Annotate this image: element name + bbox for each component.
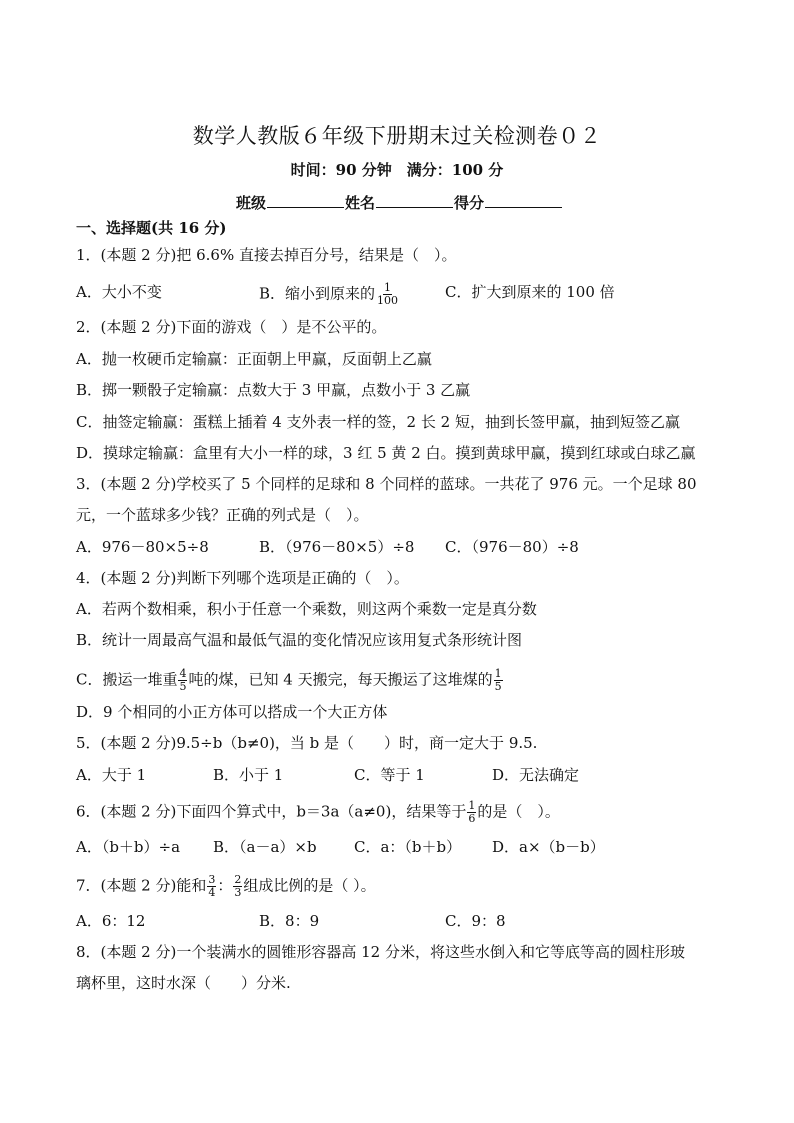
fraction-numerator: 1 <box>494 667 502 680</box>
score-label: 得分 <box>454 194 485 212</box>
name-blank <box>376 192 453 208</box>
question-7-option-b: B．8：9 <box>259 912 320 930</box>
question-6-option-c: C．a：（b＋b） <box>354 838 462 856</box>
question-1-stem: 1．(本题 2 分)把 6.6% 直接去掉百分号，结果是（ ）。 <box>76 246 457 264</box>
question-1-option-b <box>259 282 400 307</box>
question-7-stem-suffix: 组成比例的是（ ）。 <box>243 876 376 895</box>
question-3-option-c: C．（976－80）÷8 <box>445 538 579 556</box>
question-2-option-d: D．摸球定输赢：盒里有大小一样的球，3 红 5 黄 2 白。摸到黄球甲赢，摸到红球或白球乙赢 <box>76 444 696 462</box>
question-8-stem-line2: 璃杯里，这时水深（ ）分米. <box>76 974 291 992</box>
question-5-option-b: B．小于 1 <box>213 766 284 784</box>
fraction-denominator: 4 <box>208 886 216 899</box>
question-4-option-a: A．若两个数相乘，积小于任意一个乘数，则这两个乘数一定是真分数 <box>76 600 537 618</box>
ratio-colon: ： <box>217 876 233 895</box>
time-info: 时间：90 分钟 满分：100 分 <box>290 161 504 179</box>
fraction-denominator: 5 <box>494 680 502 693</box>
question-6-option-a: A．（b＋b）÷a <box>76 838 181 856</box>
fraction-denominator: 100 <box>377 294 399 307</box>
score-blank <box>485 192 562 208</box>
option-b-text: B．缩小到原来的 <box>259 284 376 303</box>
question-1-option-a: A．大小不变 <box>76 283 162 301</box>
question-5-option-d: D．无法确定 <box>492 766 580 784</box>
question-5-option-c: C．等于 1 <box>354 766 425 784</box>
page-title: 数学人教版６年级下册期末过关检测卷０２ <box>192 124 602 148</box>
question-4-option-c <box>76 668 504 693</box>
fraction <box>494 668 503 693</box>
question-2-option-a: A．抛一枚硬币定输赢：正面朝上甲赢，反面朝上乙赢 <box>76 350 432 368</box>
question-2-option-b: B．掷一颗骰子定输赢：点数大于 3 甲赢，点数小于 3 乙赢 <box>76 381 471 399</box>
question-2-option-c: C．抽签定输赢：蛋糕上插着 4 支外表一样的签，2 长 2 短，抽到长签甲赢，抽到短签乙赢 <box>76 413 680 431</box>
option-c-text: C．搬运一堆重 <box>76 670 178 689</box>
fraction <box>207 874 216 899</box>
question-7-option-c: C．9：8 <box>445 912 506 930</box>
question-6-stem-suffix: 的是（ ）。 <box>477 802 560 821</box>
class-label: 班级 <box>236 194 267 212</box>
question-3-stem-line2: 元，一个蓝球多少钱？正确的列式是（ ）。 <box>76 506 369 524</box>
question-4-stem: 4．(本题 2 分)判断下列哪个选项是正确的（ ）。 <box>76 569 409 587</box>
question-6-option-b: B．（a－a）×b <box>213 838 317 856</box>
fraction <box>467 800 476 825</box>
question-3-option-b: B．（976－80×5）÷8 <box>259 538 415 556</box>
question-5-option-a: A．大于 1 <box>76 766 147 784</box>
name-label: 姓名 <box>345 194 376 212</box>
question-6-option-d: D．a×（b－b） <box>492 838 605 856</box>
fraction <box>178 668 187 693</box>
question-4-option-d: D．9 个相同的小正方体可以搭成一个大正方体 <box>76 703 388 721</box>
question-3-stem-line1: 3．(本题 2 分)学校买了 5 个同样的足球和 8 个同样的蓝球。一共花了 976 元。一个足球 80 <box>76 475 697 493</box>
fraction <box>376 282 399 307</box>
fraction-numerator: 4 <box>179 667 187 680</box>
fraction-numerator: 1 <box>384 281 392 294</box>
student-info-line <box>236 192 563 213</box>
fraction-denominator: 6 <box>468 812 476 825</box>
question-4-option-b: B．统计一周最高气温和最低气温的变化情况应该用复式条形统计图 <box>76 631 523 649</box>
question-5-stem: 5．(本题 2 分)9.5÷b（b≠0)，当 b 是（ ）时，商一定大于 9.5. <box>76 734 538 752</box>
fraction-denominator: 3 <box>234 886 242 899</box>
fraction <box>233 874 242 899</box>
question-1-option-c: C．扩大到原来的 100 倍 <box>445 283 615 301</box>
question-7-option-a: A．6：12 <box>76 912 146 930</box>
question-3-option-a: A．976－80×5÷8 <box>76 538 209 556</box>
fraction-denominator: 5 <box>179 680 187 693</box>
question-8-stem-line1: 8．(本题 2 分)一个装满水的圆锥形容器高 12 分米，将这些水倒入和它等底等高的圆柱形玻 <box>76 943 685 961</box>
fraction-numerator: 1 <box>468 799 476 812</box>
question-7-stem <box>76 874 376 899</box>
option-c-middle-text: 吨的煤，已知 4 天搬完，每天搬运了这堆煤的 <box>188 670 493 689</box>
question-7-stem-text: 7．(本题 2 分)能和 <box>76 876 207 895</box>
class-blank <box>267 192 344 208</box>
fraction-numerator: 2 <box>234 873 242 886</box>
question-2-stem: 2．(本题 2 分)下面的游戏（ ）是不公平的。 <box>76 318 387 336</box>
section-heading: 一、选择题(共 16 分) <box>76 219 227 237</box>
question-6-stem-text: 6．(本题 2 分)下面四个算式中，b＝3a（a≠0)，结果等于 <box>76 802 467 821</box>
fraction-numerator: 3 <box>208 873 216 886</box>
question-6-stem <box>76 800 560 825</box>
